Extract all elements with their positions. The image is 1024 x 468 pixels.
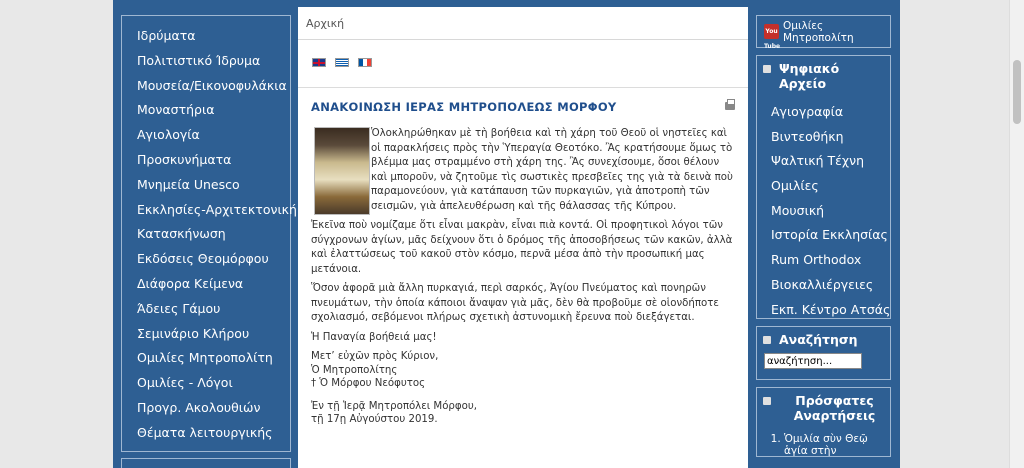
- page-scrollbar[interactable]: [1009, 0, 1024, 468]
- article-paragraph: Ὅσον ἀφορᾶ μιὰ ἄλλη πυρκαγιά, περὶ σαρκός, Ἁγίου Πνεύματος καὶ πονηρῶν πνευμάτων, τὴν ὁποία κάποιοι ἄναψαν γιὰ μᾶς, δὲν θὰ προβοῦμε σὲ οἱονδήποτε σχολιασμό, σεβόμενοι πλήρως σχετικὴ ἀστυνομικὴ ἔρευνα ποὺ διεξάγεται.: [311, 283, 719, 323]
- menu-item-monasteries[interactable]: Μοναστήρια: [137, 102, 215, 118]
- recent-posts-box: [756, 387, 891, 457]
- archive-item-organic-farming[interactable]: Βιοκαλλιέργειες: [771, 276, 874, 292]
- signature-line: Μετ’ εὐχῶν πρὸς Κύριον,: [311, 351, 439, 362]
- date-line: τῇ 17ῃ Αὐγούστου 2019.: [311, 414, 438, 425]
- right-sidebar: [756, 15, 891, 464]
- archive-title: Ψηφιακό Αρχείο: [757, 56, 890, 95]
- menu-item-unesco-monuments[interactable]: Μνημεία Unesco: [137, 176, 240, 192]
- scrollbar-thumb[interactable]: [1013, 60, 1021, 124]
- breadcrumb-home-link[interactable]: Αρχική: [306, 17, 345, 30]
- menu-item-camp[interactable]: Κατασκήνωση: [137, 226, 226, 242]
- bullet-icon: [763, 397, 771, 405]
- bullet-icon: [763, 65, 771, 73]
- archive-item-video-library[interactable]: Βιντεοθήκη: [771, 128, 844, 144]
- signature-line: Ὁ Μητροπολίτης: [311, 364, 398, 376]
- signature-line: † Ὁ Μόρφου Νεόφυτος: [311, 378, 426, 389]
- date-line: Ἐν τῇ Ἱερᾷ Μητροπόλει Μόρφου,: [311, 400, 477, 412]
- menu-item-homilies-speeches[interactable]: Ομιλίες - Λόγοι: [137, 375, 233, 391]
- youtube-icon: You Tube: [764, 24, 779, 39]
- left-sidebar-menu: [121, 15, 297, 452]
- article-body: [311, 127, 736, 427]
- menu-item-metropolitan-homilies[interactable]: Ομιλίες Μητροπολίτη: [137, 350, 273, 366]
- menu-item-museums[interactable]: Μουσεία/Εικονοφυλάκια: [137, 77, 287, 93]
- menu-item-various-texts[interactable]: Διάφορα Κείμενα: [137, 275, 244, 291]
- menu-item-cultural-foundation[interactable]: Πολιτιστικό Ίδρυμα: [137, 52, 261, 68]
- menu-item-liturgical-topics[interactable]: Θέματα λειτουργικής: [137, 424, 273, 440]
- search-title: Αναζήτηση: [757, 327, 890, 351]
- menu-item-clergy-seminar[interactable]: Σεμινάριο Κλήρου: [137, 325, 250, 341]
- signature-block: [311, 350, 736, 391]
- greek-flag-icon[interactable]: [335, 58, 349, 67]
- menu-item-churches-architecture[interactable]: Εκκλησίες-Αρχιτεκτονική: [137, 201, 297, 217]
- archive-item-chant[interactable]: Ψαλτική Τέχνη: [771, 153, 865, 169]
- archive-item-iconography[interactable]: Αγιογραφία: [771, 104, 844, 119]
- article-title: ΑΝΑΚΟΙΝΩΣΗ ΙΕΡΑΣ ΜΗΤΡΟΠΟΛΕΩΣ ΜΟΡΦΟΥ: [311, 100, 617, 114]
- article-paragraph: Ὁλοκληρώθηκαν μὲ τὴ βοήθεια καὶ τὴ χάρη τοῦ Θεοῦ οἱ νηστεῖες καὶ οἱ παρακλήσεις πρὸς τὴν Ὑπεραγία Θεοτόκο. Ἂς κρατήσουμε ὅμως τὸ βλέμμα μας στραμμένο στὴ χάρη της. Ἂς συνεχίσουμε, ὅσοι θέλουν καὶ μποροῦν, νὰ ζητοῦμε τὶς σωστικὲς πρεσβεῖες της γιὰ τὰ δεινὰ ποὺ παραμονεύουν, γιὰ κατάπαυση τῶν πυρκαγιῶν, γιὰ ἀποτροπὴ τῶν σεισμῶν, γιὰ ἀπελευθέρωση καὶ τῆς θάλασσας τῆς Κύπρου.: [371, 128, 733, 212]
- menu-item-publications[interactable]: Εκδόσεις Θεομόρφου: [137, 251, 269, 267]
- archive-item-church-history[interactable]: Ιστορία Εκκλησίας: [771, 227, 888, 243]
- main-content: [298, 7, 748, 468]
- search-box: [756, 326, 891, 380]
- menu-item-marriage-licenses[interactable]: Άδειες Γάμου: [137, 300, 221, 316]
- menu-item-hagiology[interactable]: Αγιολογία: [137, 127, 200, 143]
- archive-item-homilies[interactable]: Ομιλίες: [771, 178, 819, 194]
- french-flag-icon[interactable]: [358, 58, 372, 67]
- search-input[interactable]: [764, 353, 862, 369]
- archive-item-music[interactable]: Μουσική: [771, 202, 825, 218]
- language-flags: [298, 40, 748, 88]
- youtube-box[interactable]: [756, 15, 891, 48]
- digital-archive-box: [756, 55, 891, 319]
- left-sidebar-box-2: [121, 458, 291, 468]
- print-icon[interactable]: [725, 102, 735, 110]
- menu-item-pilgrimages[interactable]: Προσκυνήματα: [137, 151, 232, 167]
- article-paragraph: Ἡ Παναγία βοήθειά μας!: [311, 331, 437, 343]
- archive-item-atsas-center[interactable]: Εκπ. Κέντρο Ατσάς: [771, 301, 891, 317]
- youtube-link[interactable]: Ομιλίες Μητροπολίτη: [783, 19, 854, 44]
- recent-posts-title: Πρόσφατες Αναρτήσεις: [757, 388, 890, 427]
- breadcrumb: [298, 7, 748, 40]
- article-paragraph: Ἐκεῖνα ποὺ νομίζαμε ὅτι εἶναι μακρὰν, εἶναι πιὰ κοντά. Οἱ προφητικοὶ λόγοι τῶν σύγχρονων ἁγίων, μᾶς δείχνουν ὅτι ὁ δρόμος τῆς ἀποσοβήσεως τῶν κακῶν, ἀλλὰ καὶ ἐλαττώσεως τοῦ κακοῦ στὸν κόσμο, περνᾶ μέσα ἀπὸ τὴν προσωπική μας μετάνοια.: [311, 220, 733, 275]
- date-block: [311, 400, 736, 427]
- bullet-icon: [763, 336, 771, 344]
- english-flag-icon[interactable]: [312, 58, 326, 67]
- menu-item-foundations[interactable]: Ιδρύματα: [137, 28, 196, 43]
- menu-item-service-schedule[interactable]: Προγρ. Ακολουθιών: [137, 399, 261, 415]
- archive-item-rum-orthodox[interactable]: Rum Orthodox: [771, 252, 862, 268]
- recent-post-item[interactable]: 1. Ὁμιλία σὺν Θεῷ ἁγία στὴν: [784, 433, 890, 457]
